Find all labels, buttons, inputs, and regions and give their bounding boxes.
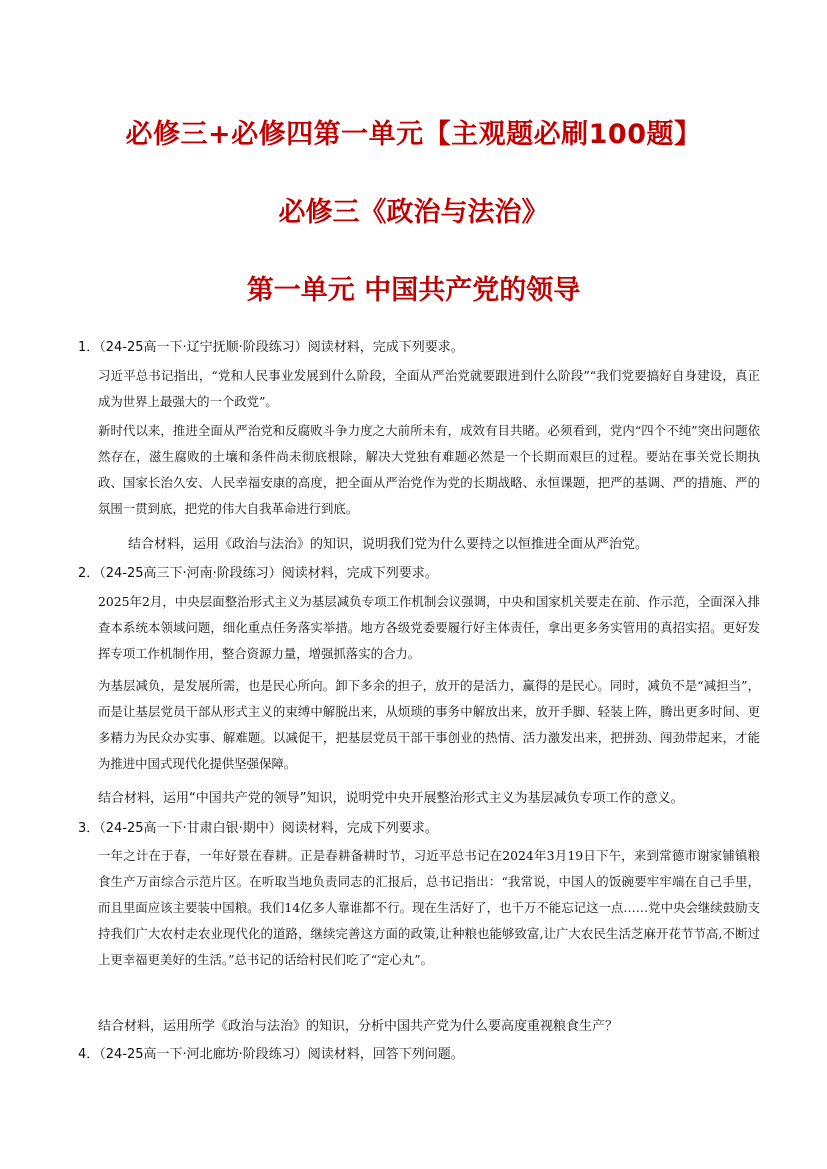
question-2-task: 结合材料，运用“中国共产党的领导”知识，说明党中央开展整治形式主义为基层减负专项工作的意义。 (98, 791, 684, 806)
question-2-material-2: 为基层减负，是发展所需，也是民心所向。卸下多余的担子，放开的是活力，赢得的是民心。同时，减负不是“减担当”，而是让基层党员干部从形式主义的束缚中解脱出来，从烦琐的事务中解放出来，放开手脚、轻装上阵，腾出更多时间、更多精力为民众办实事、解难题。以减促干，把基层党员干部干事创业的热情、活力激发出来，把拼劲、闯劲带起来，才能为推进中国式现代化提供坚强保障。 (98, 678, 760, 771)
book-title: 必修三《政治与法治》 (278, 197, 549, 228)
question-3-head: 3．（24-25高一下·甘肃白银·期中）阅读材料，完成下列要求。 (78, 821, 438, 836)
question-2-head: 2．（24-25高三下·河南·阶段练习）阅读材料，完成下列要求。 (78, 566, 438, 581)
question-4-head: 4．（24-25高一下·河北廊坊·阶段练习）阅读材料，回答下列问题。 (78, 1047, 464, 1062)
question-3-material-1: 一年之计在于春，一年好景在春耕。正是春耕备耕时节，习近平总书记在2024年3月19日下午，来到常德市谢家铺镇粮食生产万亩综合示范片区。在听取当地负责同志的汇报后，总书记指出：“我常说，中国人的饭碗要牢牢端在自己手里，而且里面应该主要装中国粮。我们14亿多人靠谁都不行。现在生活好了，也千万不能忘记这一点……党中央会继续鼓励支持我们广大农村走农业现代化的道路，继续完善这方面的政策,让种粮也能够致富,让广大农民生活芝麻开花节节高,不断过上更幸福更美好的生活。”总书记的话给村民们吃了“定心丸”。 (98, 848, 760, 967)
question-3-task: 结合材料，运用所学《政治与法治》的知识，分析中国共产党为什么要高度重视粮食生产？ (98, 1019, 619, 1034)
question-2-material-1: 2025年2月，中央层面整治形式主义为基层减负专项工作机制会议强调，中央和国家机关要走在前、作示范，全面深入排查本系统本领域问题，细化重点任务落实举措。地方各级党委要履行好主体责任，拿出更多务实管用的真招实招。更好发挥专项工作机制作用，整合资源力量，增强抓落实的合力。 (98, 594, 760, 661)
question-1-head: 1．（24-25高一下·辽宁抚顺·阶段练习）阅读材料，完成下列要求。 (78, 340, 464, 355)
unit-title: 第一单元 中国共产党的领导 (246, 275, 581, 306)
question-1-material-2: 新时代以来，推进全面从严治党和反腐败斗争力度之大前所未有，成效有目共睹。必须看到，党内“四个不纯”突出问题依然存在，滋生腐败的土壤和条件尚未彻底根除，解决大党独有难题必然是一个长期而艰巨的过程。要站在事关党长期执政、国家长治久安、人民幸福安康的高度，把全面从严治党作为党的长期战略、永恒课题，把严的基调、严的措施、严的氛围一贯到底，把党的伟大自我革命进行到底。 (98, 423, 760, 516)
question-1-task: 结合材料，运用《政治与法治》的知识，说明我们党为什么要持之以恒推进全面从严治党。 (128, 537, 649, 552)
question-1-material-1: 习近平总书记指出，“党和人民事业发展到什么阶段，全面从严治党就要跟进到什么阶段”“我们党要搞好自身建设，真正成为世界上最强大的一个政党”。 (98, 368, 760, 409)
main-title: 必修三+必修四第一单元【主观题必刷100题】 (125, 119, 702, 150)
